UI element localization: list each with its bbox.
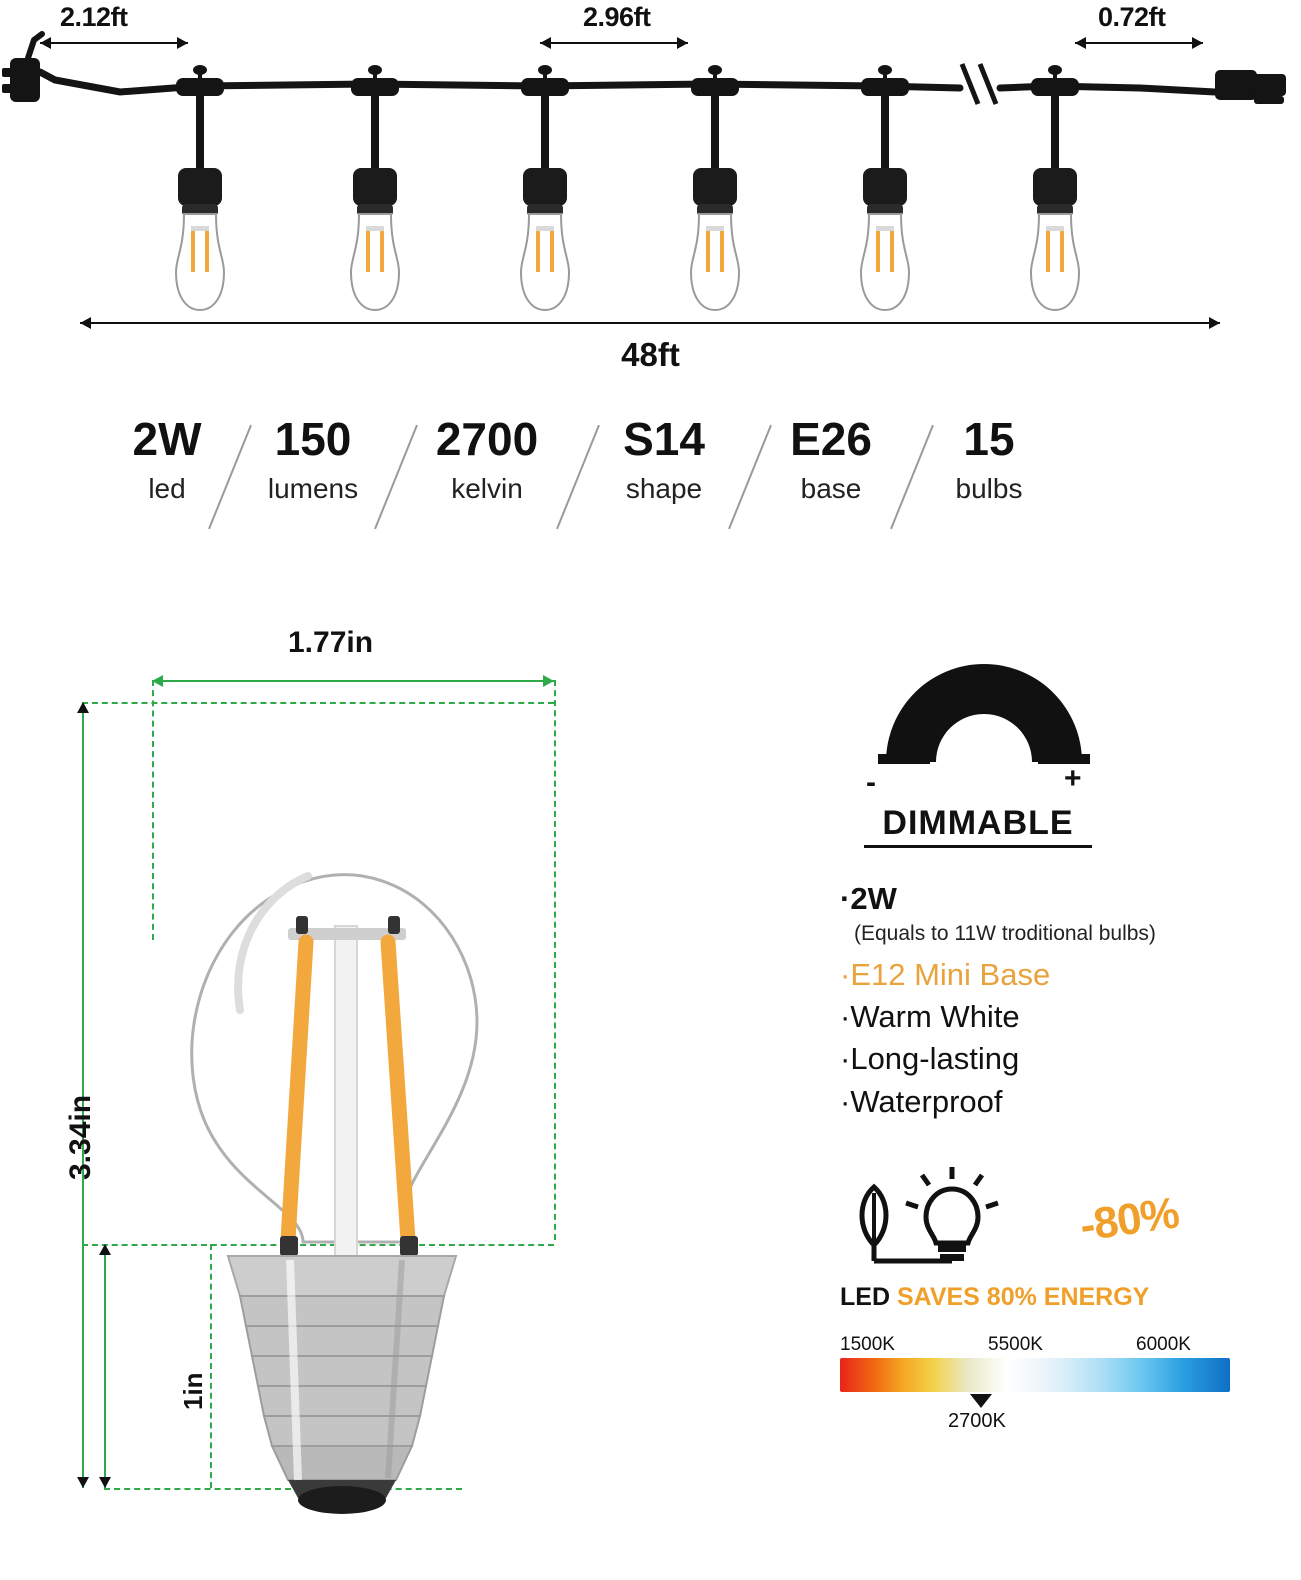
spec-name-shape: shape: [625, 472, 703, 504]
bulb-height-label: 3.34in: [64, 1094, 97, 1180]
spec-name-base: base: [800, 472, 862, 504]
feature-waterproof: ·Waterproof: [840, 1083, 1003, 1119]
string-light-diagram: [0, 0, 1301, 400]
kelvin-tick-5500: 5500K: [988, 1333, 1043, 1355]
spec-name-bulbs: bulbs: [955, 472, 1023, 504]
minus-sign: -: [866, 766, 876, 799]
kelvin-scale: [840, 1333, 1230, 1432]
feature-wattage-note: (Equals to 11W troditional bulbs): [854, 922, 1156, 946]
energy-caption-led: LED: [840, 1282, 897, 1311]
spec-name-led: led: [148, 472, 186, 504]
energy-caption: [840, 1283, 1260, 1312]
kelvin-tick-6000: 6000K: [1136, 1333, 1191, 1355]
spec-strip: [105, 415, 1215, 545]
dimmable-underline: [864, 845, 1092, 848]
kelvin-current-value: 2700K: [948, 1409, 1006, 1432]
string-light-illustration: [0, 0, 1301, 320]
feature-wattage: ·2W: [840, 881, 897, 916]
dimmable-signs: [864, 762, 1094, 804]
bulb-width-label: 1.77in: [288, 626, 374, 659]
base-height-arrow: [104, 1244, 106, 1488]
energy-percent: -80%: [1077, 1188, 1182, 1251]
segment-label-left: 2.12ft: [60, 2, 128, 32]
bulb-illustration: [120, 680, 640, 1580]
spec-name-kelvin: kelvin: [451, 472, 523, 504]
plus-sign: +: [1064, 762, 1082, 795]
segment-label-middle: 2.96ft: [583, 2, 651, 32]
spec-value-lumens: 150: [274, 413, 352, 465]
feature-lifespan: ·Long-lasting: [840, 1041, 1020, 1077]
spec-value-shape: S14: [623, 413, 705, 465]
spec-item-base: [751, 415, 911, 507]
spec-name-lumens: lumens: [267, 472, 359, 504]
bulb-dimension-diagram: [0, 600, 660, 1500]
total-length-arrow: [80, 322, 1220, 324]
kelvin-gradient-bar: [840, 1358, 1230, 1392]
feature-list: [840, 878, 1260, 1123]
kelvin-tick-1500: 1500K: [840, 1333, 895, 1355]
spec-item-shape: [579, 415, 749, 507]
kelvin-pointer-icon: [970, 1394, 992, 1408]
dimmable-arc-icon: [864, 650, 1104, 770]
spec-value-base: E26: [790, 413, 872, 465]
spec-item-led: [105, 415, 229, 507]
total-length-label: 48ft: [621, 336, 680, 373]
spec-value-led: 2W: [132, 413, 202, 465]
feature-color: ·Warm White: [840, 999, 1020, 1035]
spec-value-kelvin: 2700: [435, 413, 539, 465]
spec-item-kelvin: [397, 415, 577, 507]
spec-item-lumens: [231, 415, 395, 507]
segment-label-right: 0.72ft: [1098, 2, 1166, 32]
energy-caption-saves: SAVES 80% ENERGY: [896, 1282, 1150, 1311]
base-height-label: 1in: [178, 1372, 208, 1410]
dimmable-label: DIMMABLE: [882, 804, 1074, 842]
kelvin-tick-labels: [840, 1334, 1230, 1358]
features-panel: [840, 650, 1260, 1432]
energy-saving-block: [840, 1149, 1260, 1279]
spec-value-bulbs: 15: [963, 413, 1015, 465]
eco-leaf-bulb-icon: [840, 1149, 1070, 1275]
spec-item-bulbs: [913, 415, 1065, 507]
feature-base: ·E12 Mini Base: [840, 957, 1051, 993]
